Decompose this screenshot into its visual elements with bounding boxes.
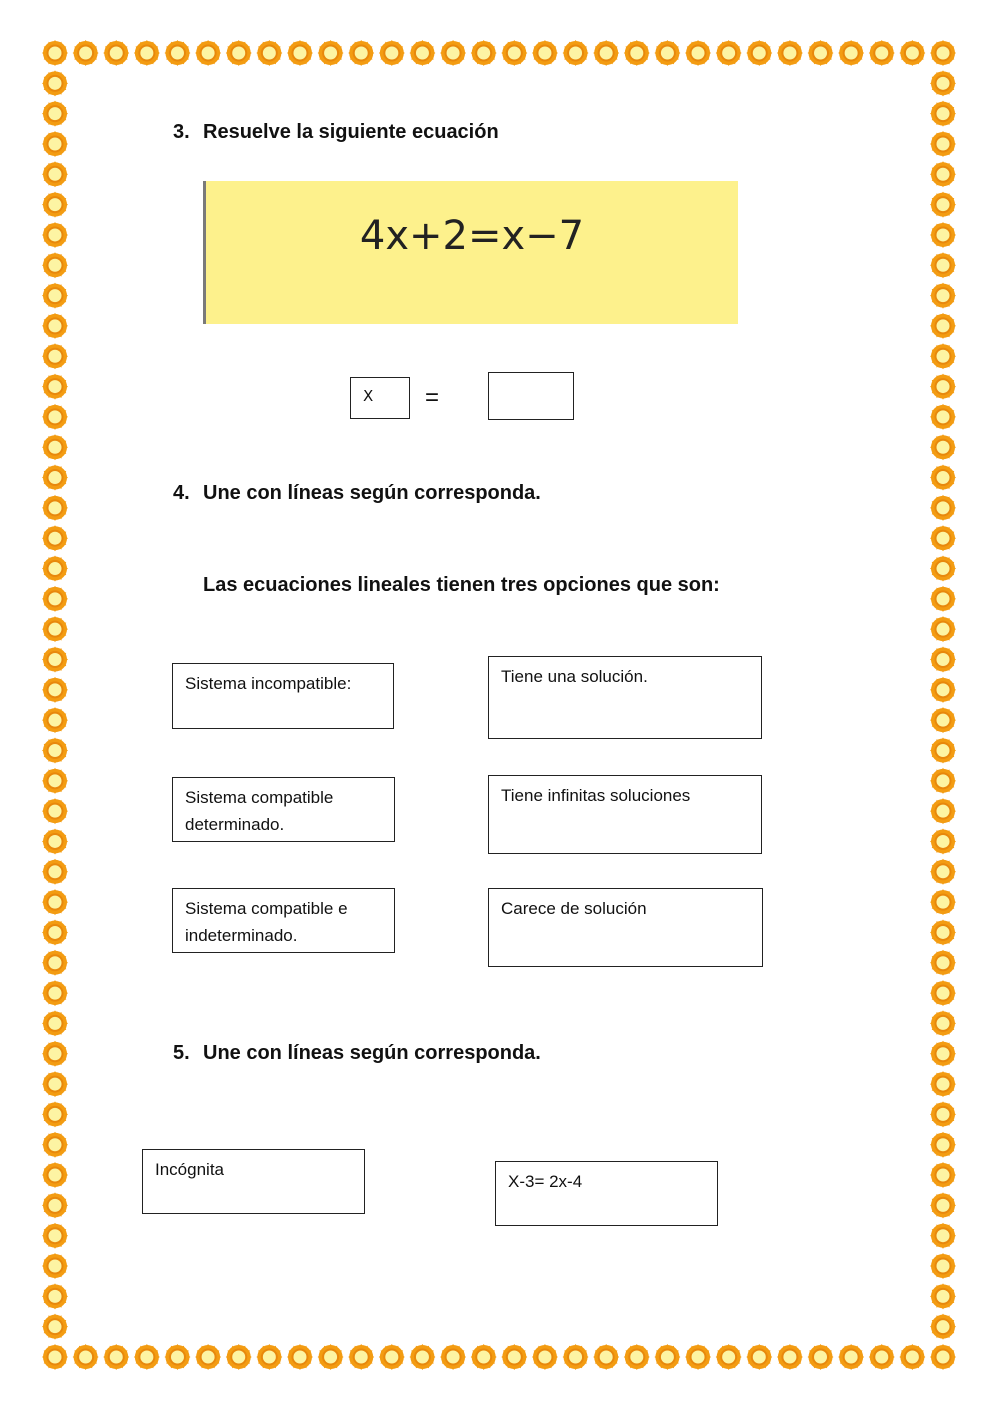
sun-icon	[930, 252, 956, 278]
sun-icon	[746, 40, 772, 66]
question-4-number: 4.	[173, 482, 190, 504]
sun-icon	[930, 1132, 956, 1158]
equals-sign: =	[425, 384, 440, 411]
sun-icon	[930, 101, 956, 127]
sun-icon	[930, 1314, 956, 1340]
sun-icon	[930, 465, 956, 491]
sun-icon	[103, 40, 129, 66]
sun-icon	[930, 1192, 956, 1218]
sun-icon	[624, 1344, 650, 1370]
sun-icon	[930, 919, 956, 945]
sun-icon	[195, 40, 221, 66]
sun-icon	[930, 1283, 956, 1309]
question-4-heading	[173, 482, 541, 505]
sun-icon	[930, 768, 956, 794]
sun-icon	[287, 40, 313, 66]
sun-icon	[899, 40, 925, 66]
sun-icon	[42, 434, 68, 460]
sun-icon	[899, 1344, 925, 1370]
sun-icon	[164, 40, 190, 66]
question-4-title: Une con líneas según corresponda.	[203, 482, 541, 504]
sun-icon	[42, 677, 68, 703]
sun-icon	[256, 1344, 282, 1370]
sun-icon	[42, 343, 68, 369]
sun-icon	[930, 313, 956, 339]
question-3-title: Resuelve la siguiente ecuación	[203, 121, 499, 143]
sun-icon	[409, 40, 435, 66]
sun-icon	[409, 1344, 435, 1370]
sun-icon	[42, 1071, 68, 1097]
sun-icon	[379, 40, 405, 66]
sun-icon	[685, 40, 711, 66]
sun-icon	[164, 1344, 190, 1370]
sun-icon	[930, 889, 956, 915]
sun-icon	[42, 1041, 68, 1067]
sun-icon	[930, 161, 956, 187]
match-right-label-equation: X-3= 2x-4	[508, 1172, 583, 1191]
sun-icon	[440, 1344, 466, 1370]
sun-icon	[42, 70, 68, 96]
sun-icon	[930, 828, 956, 854]
sun-icon	[195, 1344, 221, 1370]
sun-icon	[42, 1223, 68, 1249]
sun-icon	[563, 1344, 589, 1370]
sun-icon	[930, 434, 956, 460]
sun-icon	[808, 1344, 834, 1370]
sun-icon	[226, 1344, 252, 1370]
sun-icon	[808, 40, 834, 66]
sun-icon	[930, 495, 956, 521]
sun-icon	[869, 40, 895, 66]
sun-icon	[930, 1010, 956, 1036]
equation-box	[203, 181, 738, 324]
match-left-label-2: Sistema compatible determinado.	[185, 788, 334, 834]
sun-icon	[471, 40, 497, 66]
question-3-heading	[173, 121, 499, 144]
sun-icon	[440, 40, 466, 66]
sun-icon	[348, 1344, 374, 1370]
sun-icon	[471, 1344, 497, 1370]
sun-icon	[42, 737, 68, 763]
sun-icon	[42, 707, 68, 733]
sun-icon	[318, 1344, 344, 1370]
sun-icon	[42, 495, 68, 521]
match-left-box-2[interactable]	[172, 777, 395, 842]
sun-icon	[42, 980, 68, 1006]
sun-icon	[103, 1344, 129, 1370]
match-left-label-1: Sistema incompatible:	[185, 674, 352, 693]
sun-icon	[716, 1344, 742, 1370]
match-right-box-3[interactable]	[488, 888, 763, 967]
sun-icon	[777, 40, 803, 66]
sun-icon	[501, 40, 527, 66]
sun-icon	[869, 1344, 895, 1370]
sun-icon	[838, 40, 864, 66]
sun-icon	[838, 1344, 864, 1370]
sun-icon	[532, 1344, 558, 1370]
sun-icon	[930, 737, 956, 763]
sun-icon	[930, 677, 956, 703]
sun-icon	[42, 1344, 68, 1370]
match-left-box-3[interactable]	[172, 888, 395, 953]
sun-icon	[42, 1283, 68, 1309]
sun-icon	[654, 40, 680, 66]
answer-input-box[interactable]	[488, 372, 574, 420]
sun-icon	[42, 556, 68, 582]
sun-icon	[930, 556, 956, 582]
question-3-number: 3.	[173, 121, 190, 143]
sun-icon	[746, 1344, 772, 1370]
sun-icon	[716, 40, 742, 66]
sun-icon	[654, 1344, 680, 1370]
sun-icon	[42, 465, 68, 491]
sun-icon	[42, 1314, 68, 1340]
sun-icon	[42, 222, 68, 248]
sun-icon	[930, 1344, 956, 1370]
sun-icon	[563, 40, 589, 66]
sun-icon	[73, 40, 99, 66]
sun-icon	[930, 1071, 956, 1097]
question-5-heading	[173, 1042, 541, 1065]
sun-icon	[593, 40, 619, 66]
sun-icon	[42, 40, 68, 66]
sun-icon	[930, 586, 956, 612]
sun-icon	[42, 131, 68, 157]
sun-icon	[42, 374, 68, 400]
answer-variable-label: X	[363, 387, 374, 405]
match-left-label-3: Sistema compatible e indeterminado.	[185, 899, 348, 945]
sun-icon	[930, 1101, 956, 1127]
sun-icon	[42, 1101, 68, 1127]
equation-text: 4x+2=x−7	[359, 213, 585, 259]
sun-icon	[930, 1041, 956, 1067]
sun-icon	[42, 647, 68, 673]
match-right-box-equation[interactable]	[495, 1161, 718, 1226]
sun-icon	[532, 40, 558, 66]
sun-icon	[930, 343, 956, 369]
sun-icon	[42, 859, 68, 885]
sun-icon	[593, 1344, 619, 1370]
sun-icon	[42, 283, 68, 309]
sun-icon	[930, 647, 956, 673]
sun-icon	[42, 889, 68, 915]
sun-icon	[42, 616, 68, 642]
sun-icon	[930, 1253, 956, 1279]
sun-icon	[42, 1192, 68, 1218]
sun-icon	[42, 828, 68, 854]
sun-icon	[42, 1010, 68, 1036]
sun-icon	[930, 1162, 956, 1188]
sun-icon	[42, 313, 68, 339]
question-5-title: Une con líneas según corresponda.	[203, 1042, 541, 1064]
sun-icon	[42, 919, 68, 945]
sun-icon	[930, 525, 956, 551]
sun-icon	[42, 586, 68, 612]
sun-icon	[42, 161, 68, 187]
match-left-box-1[interactable]	[172, 663, 394, 729]
sun-icon	[930, 616, 956, 642]
sun-icon	[930, 40, 956, 66]
sun-icon	[318, 40, 344, 66]
question-4-subtitle: Las ecuaciones lineales tienen tres opciones que son:	[203, 574, 720, 596]
match-left-box-incognita[interactable]	[142, 1149, 365, 1214]
sun-icon	[42, 1253, 68, 1279]
match-right-box-2[interactable]	[488, 775, 762, 854]
answer-variable-box	[350, 377, 410, 419]
sun-icon	[930, 950, 956, 976]
sun-icon	[930, 707, 956, 733]
match-left-label-incognita: Incógnita	[155, 1160, 224, 1179]
sun-icon	[42, 252, 68, 278]
sun-icon	[287, 1344, 313, 1370]
sun-icon	[42, 101, 68, 127]
sun-icon	[930, 1223, 956, 1249]
sun-icon	[685, 1344, 711, 1370]
sun-icon	[930, 192, 956, 218]
sun-icon	[134, 1344, 160, 1370]
sun-icon	[777, 1344, 803, 1370]
sun-icon	[930, 131, 956, 157]
sun-icon	[42, 192, 68, 218]
sun-icon	[42, 1162, 68, 1188]
sun-icon	[42, 525, 68, 551]
sun-icon	[501, 1344, 527, 1370]
question-5-number: 5.	[173, 1042, 190, 1064]
sun-icon	[930, 859, 956, 885]
sun-icon	[256, 40, 282, 66]
sun-icon	[42, 768, 68, 794]
sun-icon	[226, 40, 252, 66]
match-right-label-1: Tiene una solución.	[501, 667, 648, 686]
sun-icon	[73, 1344, 99, 1370]
sun-icon	[930, 798, 956, 824]
sun-icon	[42, 404, 68, 430]
sun-icon	[42, 798, 68, 824]
sun-icon	[348, 40, 374, 66]
sun-icon	[624, 40, 650, 66]
sun-icon	[379, 1344, 405, 1370]
sun-icon	[42, 1132, 68, 1158]
sun-icon	[930, 70, 956, 96]
sun-icon	[930, 283, 956, 309]
match-right-label-2: Tiene infinitas soluciones	[501, 786, 691, 805]
sun-icon	[134, 40, 160, 66]
sun-icon	[42, 950, 68, 976]
sun-icon	[930, 222, 956, 248]
match-right-label-3: Carece de solución	[501, 899, 647, 918]
sun-icon	[930, 980, 956, 1006]
sun-icon	[930, 404, 956, 430]
match-right-box-1[interactable]	[488, 656, 762, 739]
sun-icon	[930, 374, 956, 400]
